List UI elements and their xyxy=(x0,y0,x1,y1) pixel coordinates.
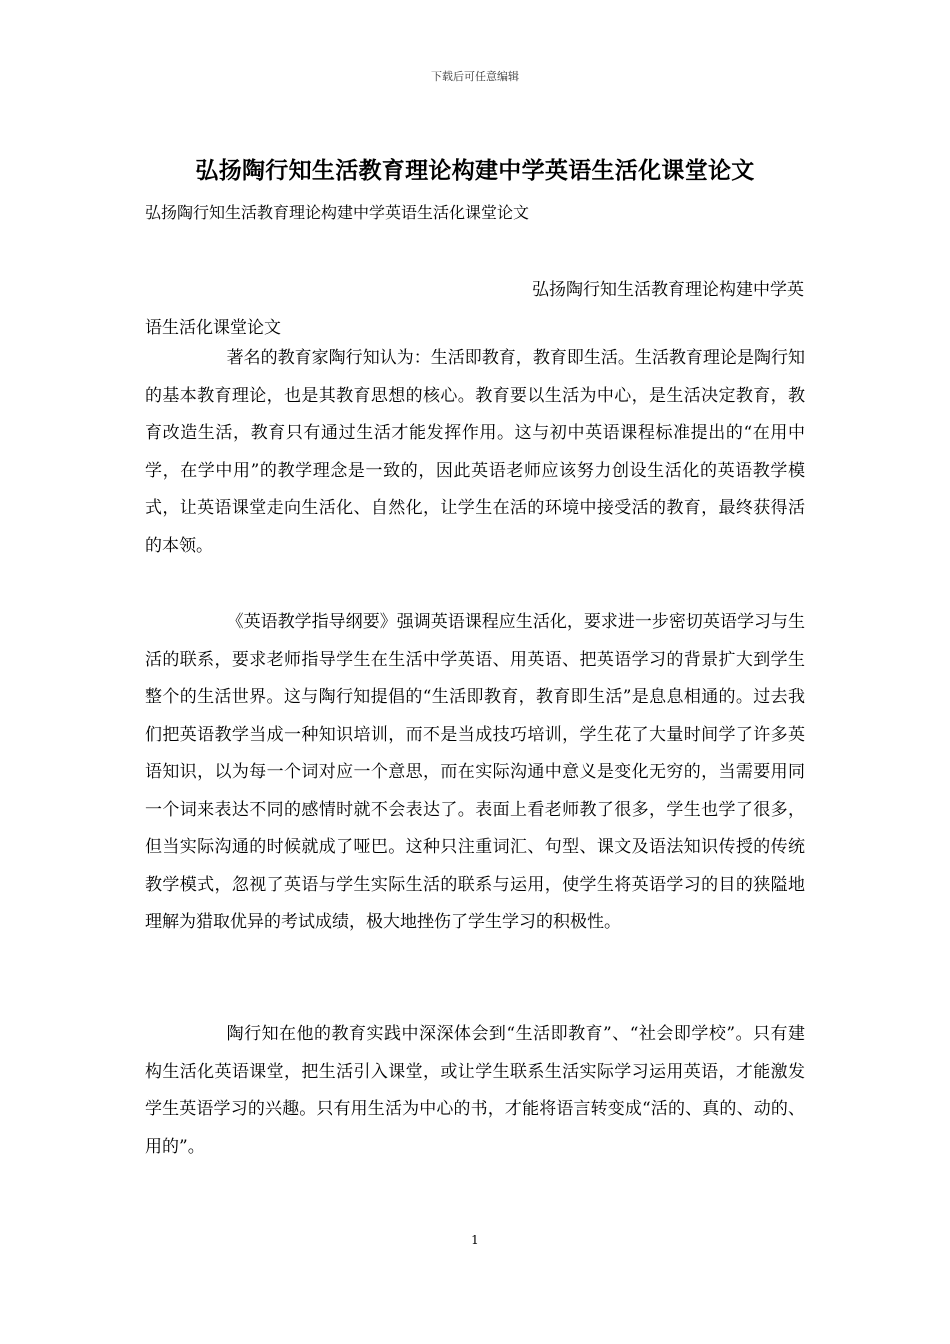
page-header: 下载后可任意编辑 xyxy=(431,70,519,83)
body-paragraph-2: 《英语教学指导纲要》强调英语课程应生活化，要求进一步密切英语学习与生活的联系，要求老师指导学生在生活中学英语、用英语、把英语学习的背景扩大到学生整个的生活世界。这与陶行知提倡的“生活即教育，教育即生活”是息息相通的。过去我们把英语教学当成一种知识培训，而不是当成技巧培训，学生花了大量时间学了许多英语知识，以为每一个词对应一个意思，而在实际沟通中意义是变化无穷的，当需要用同一个词来表达不同的感情时就不会表达了。表面上看老师教了很多，学生也学了很多，但当实际沟通的时候就成了哑巴。这种只注重词汇、句型、课文及语法知识传授的传统教学模式，忽视了英语与学生实际生活的联系与运用，使学生将英语学习的目的狭隘地理解为猎取优异的考试成绩，极大地挫伤了学生学习的积极性。 xyxy=(145,612,805,932)
page-number: 1 xyxy=(471,1233,479,1247)
body-paragraph-1: 著名的教育家陶行知认为：生活即教育，教育即生活。生活教育理论是陶行知的基本教育理论，也是其教育思想的核心。教育要以生活为中心，是生活决定教育，教育改造生活，教育只有通过生活才能发挥作用。这与初中英语课程标准提出的“在用中学，在学中用”的教学理念是一致的，因此英语老师应该努力创设生活化的英语教学模式，让英语课堂走向生活化、自然化，让学生在活的环境中接受活的教育，最终获得活的本领。 xyxy=(145,348,805,556)
body-paragraph-3: 陶行知在他的教育实践中深深体会到“生活即教育”、“社会即学校”。只有建构生活化英语课堂，把生活引入课堂，或让学生联系生活实际学习运用英语，才能激发学生英语学习的兴趣。只有用生活为中心的书，才能将语言转变成“活的、真的、动的、用的”。 xyxy=(145,1024,805,1157)
document-subtitle: 弘扬陶行知生活教育理论构建中学英语生活化课堂论文 xyxy=(145,203,530,222)
document-title: 弘扬陶行知生活教育理论构建中学英语生活化课堂论文 xyxy=(195,157,755,184)
byline-line-1: 弘扬陶行知生活教育理论构建中学英 xyxy=(532,280,804,300)
byline-line-2: 语生活化课堂论文 xyxy=(145,318,281,338)
